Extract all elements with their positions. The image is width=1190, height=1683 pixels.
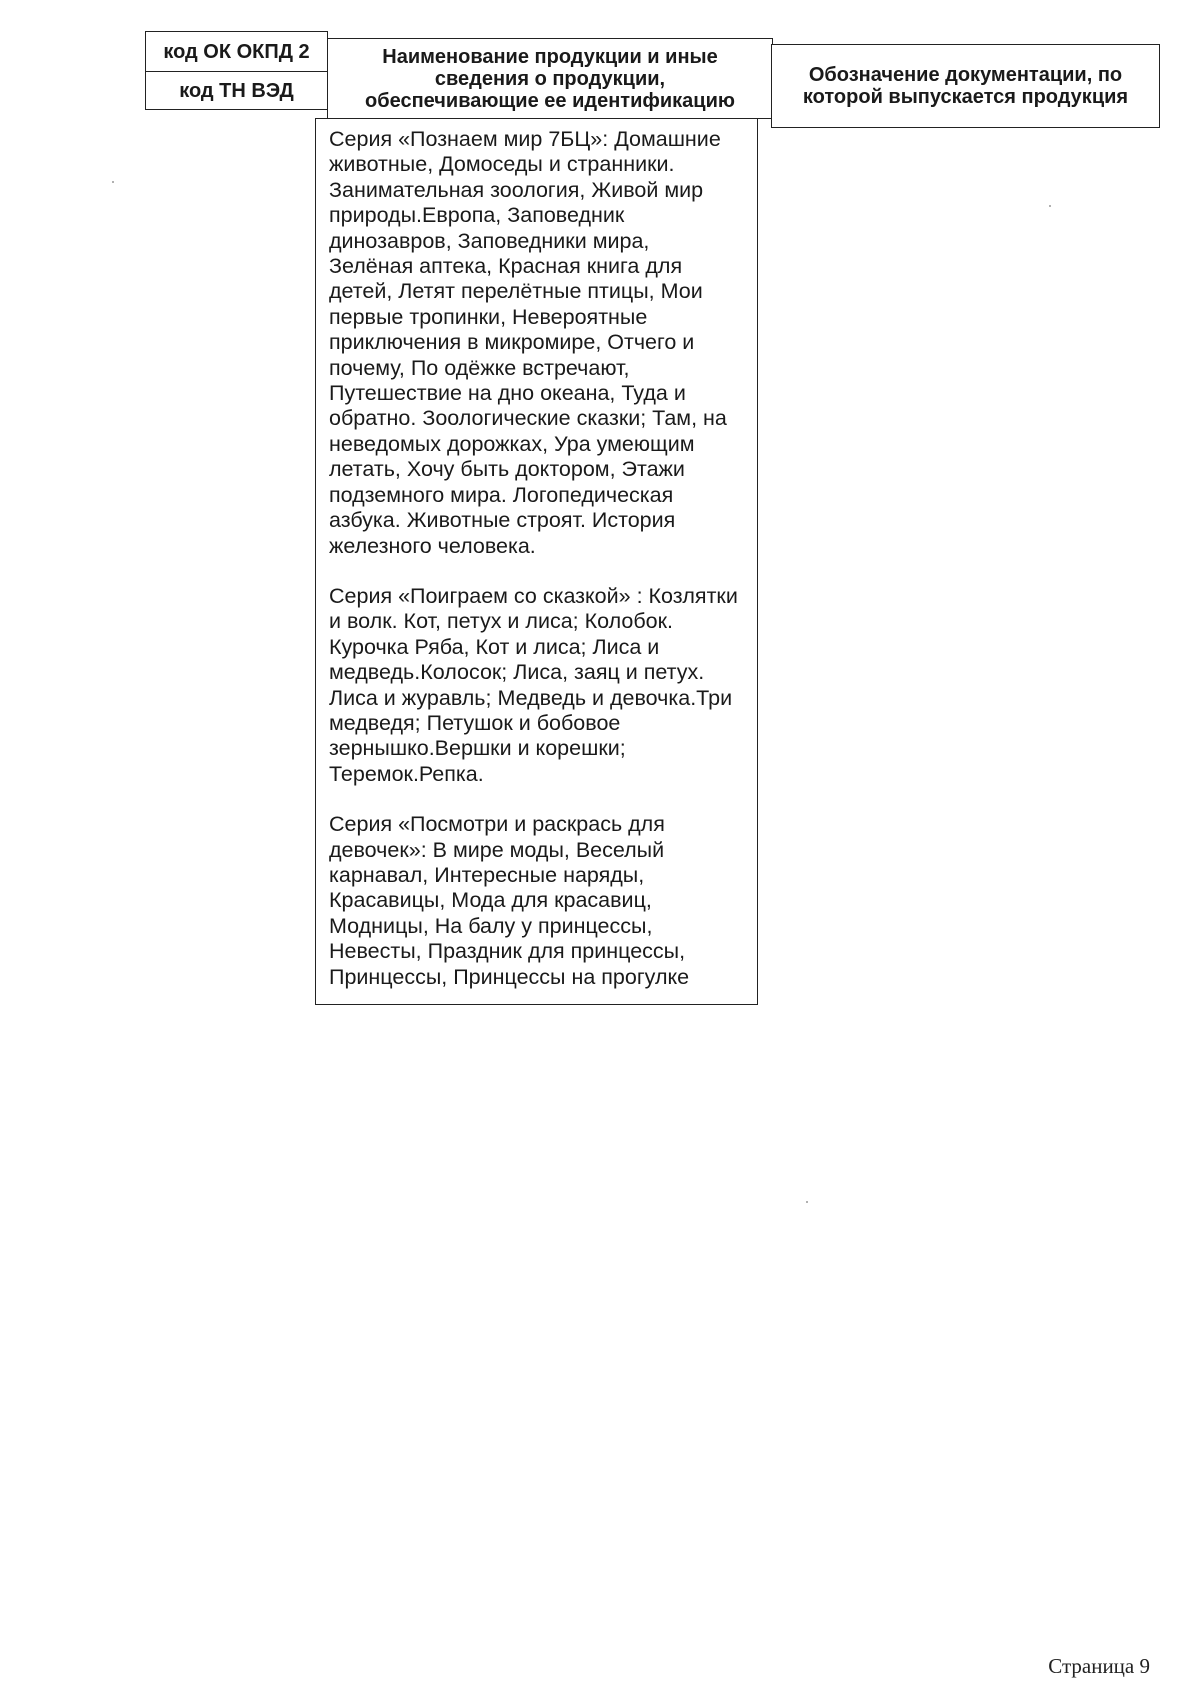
text-line: Красавицы, Мода для красавиц,: [329, 888, 652, 913]
text-line: Серия «Познаем мир 7БЦ»: Домашние: [329, 127, 721, 151]
text-line: летать, Хочу быть доктором, Этажи: [329, 457, 685, 482]
text-line: карнавал, Интересные наряды,: [329, 862, 645, 887]
product-list-cell: [315, 118, 758, 1005]
text-line: Модницы, На балу у принцессы,: [329, 913, 653, 938]
text-line: медведь.Колосок; Лиса, заяц и петух.: [329, 660, 705, 685]
documentation-header: [771, 44, 1160, 128]
product-name-header-line: сведения о продукции,: [434, 67, 666, 90]
text-line: животные, Домоседы и странники.: [329, 152, 675, 177]
text-line: Лиса и журавль; Медведь и девочка.Три: [329, 685, 733, 710]
tnved-code-label: код ТН ВЭД: [179, 79, 294, 102]
scan-speck: [806, 1201, 808, 1203]
product-name-header-line: обеспечивающие ее идентификацию: [365, 89, 735, 112]
text-line: Невесты, Праздник для принцессы,: [329, 939, 686, 964]
series-paragraph: [329, 812, 749, 990]
text-line: динозавров, Заповедники мира,: [329, 228, 650, 253]
text-line: Путешествие на дно океана, Туда и: [329, 381, 686, 406]
page-number: Страница 9: [1048, 1654, 1150, 1678]
scan-speck: [1049, 205, 1051, 207]
okpd-code-label: код ОК ОКПД 2: [163, 41, 310, 63]
text-line: неведомых дорожках, Ура умеющим: [329, 431, 695, 456]
text-line: и волк. Кот, петух и лиса; Колобок.: [329, 609, 674, 634]
text-line: азбука. Животные строят. История: [329, 508, 676, 533]
text-line: природы.Европа, Заповедник: [329, 203, 625, 228]
text-line: Зелёная аптека, Красная книга для: [329, 254, 683, 279]
scan-speck: [112, 181, 114, 183]
text-line: почему, По одёжке встречают,: [329, 355, 630, 380]
text-line: железного человека.: [329, 533, 536, 558]
text-line: Теремок.Репка.: [329, 761, 484, 786]
product-name-header: [327, 38, 773, 119]
text-line: Занимательная зоология, Живой мир: [329, 177, 704, 202]
text-line: детей, Летят перелётные птицы, Мои: [329, 279, 703, 304]
text-line: Курочка Ряба, Кот и лиса; Лиса и: [329, 634, 660, 659]
text-line: Серия «Поиграем со сказкой» : Козлятки: [329, 583, 738, 608]
text-line: приключения в микромире, Отчего и: [329, 330, 695, 355]
series-paragraph: [329, 584, 749, 787]
documentation-header-line: Обозначение документации, по: [808, 64, 1123, 86]
series-paragraph: [329, 127, 749, 559]
text-line: Принцессы, Принцессы на прогулке: [329, 964, 690, 989]
text-line: обратно. Зоологические сказки; Там, на: [329, 406, 727, 431]
documentation-header-line: которой выпускается продукция: [802, 86, 1129, 108]
text-line: Серия «Посмотри и раскрась для: [329, 812, 665, 837]
text-line: зернышко.Вершки и корешки;: [329, 736, 626, 761]
text-line: подземного мира. Логопедическая: [329, 482, 674, 507]
text-line: первые тропинки, Невероятные: [329, 304, 648, 329]
text-line: медведя; Петушок и бобовое: [329, 710, 621, 735]
text-line: девочек»: В мире моды, Веселый: [329, 837, 665, 862]
okpd-code-header: [145, 31, 328, 73]
tnved-code-header: [145, 71, 328, 110]
product-name-header-line: Наименование продукции и иные: [382, 45, 718, 68]
